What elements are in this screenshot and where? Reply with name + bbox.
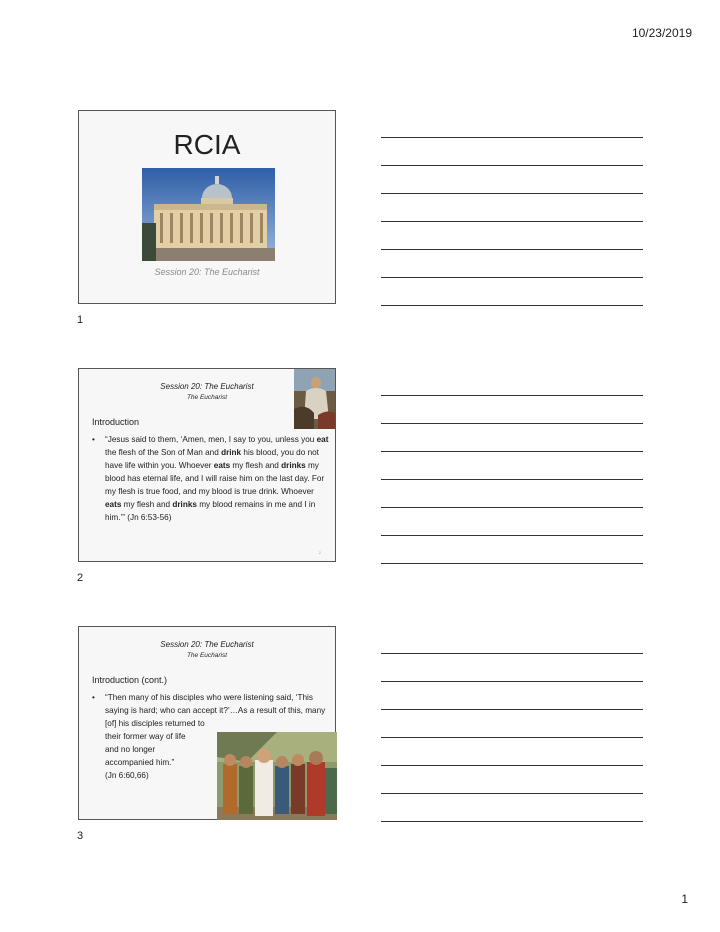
slide-1	[78, 110, 336, 304]
slide-subtitle: Session 20: The Eucharist	[154, 267, 260, 277]
quote-fragment: “Jesus said to them, ‘Amen, men, I say to you, unless you	[105, 435, 317, 444]
page-number: 1	[681, 892, 688, 906]
quote-tail-line: their former way of life	[105, 732, 186, 741]
slide-3	[78, 626, 336, 820]
notes-lines-1	[381, 137, 643, 306]
notes-lines-2	[381, 395, 643, 564]
quote-bold-word: eats	[213, 461, 231, 470]
slide-heading: Introduction	[92, 417, 140, 427]
basilica-image	[142, 168, 275, 261]
quote-tail-line: accompanied him.”	[105, 758, 175, 767]
slide-2	[78, 368, 336, 562]
quote-tail-line: (Jn 6:60,66)	[105, 771, 149, 780]
disciples-image	[217, 732, 337, 820]
quote-fragment: my blood remains in me and I in him.’” (Jn 6:53-56)	[105, 500, 316, 522]
slide-number: 2	[77, 572, 84, 584]
bullet-icon: •	[92, 693, 95, 702]
quote-bold-word: drinks	[172, 500, 197, 509]
quote-tail-line: and no longer	[105, 745, 156, 754]
slide-number: 3	[77, 830, 84, 842]
slide-footer: 2	[318, 550, 321, 555]
slide-heading: Introduction (cont.)	[92, 675, 168, 685]
quote-fragment: “Then many of his disciples who were listening said, ‘This saying is hard; who can accept it?’…As a result of this, many [of] his disciples returned to	[105, 693, 326, 728]
bullet-icon: •	[92, 435, 95, 444]
quote-bold-word: drink	[221, 448, 242, 457]
slide-header: Session 20: The Eucharist	[160, 382, 254, 391]
quote-bold-word: eat	[316, 435, 329, 444]
quote-fragment: my blood has eternal life, and I will raise him on the last day. For my flesh is true food, and my blood is true drink. Whoever	[105, 461, 325, 496]
slide-number: 1	[77, 314, 84, 326]
quote-bold-word: eats	[105, 500, 122, 509]
quote-text	[92, 433, 332, 524]
quote-block	[92, 433, 332, 524]
slide-subheader: The Eucharist	[186, 652, 228, 659]
notes-lines-3	[381, 653, 643, 822]
quote-text	[92, 691, 332, 730]
slide-header: Session 20: The Eucharist	[160, 640, 254, 649]
quote-fragment: the flesh of the Son of Man and	[105, 448, 222, 457]
slide-title: RCIA	[173, 129, 241, 160]
quote-fragment: my flesh and	[230, 461, 282, 470]
preaching-image	[294, 369, 335, 429]
quote-fragment: my flesh and	[121, 500, 173, 509]
slide-subheader: The Eucharist	[186, 394, 228, 401]
header-date: 10/23/2019	[631, 26, 692, 40]
quote-fragment: his blood, you do not have life within you. Whoever	[105, 448, 319, 470]
quote-bold-word: drinks	[281, 461, 306, 470]
